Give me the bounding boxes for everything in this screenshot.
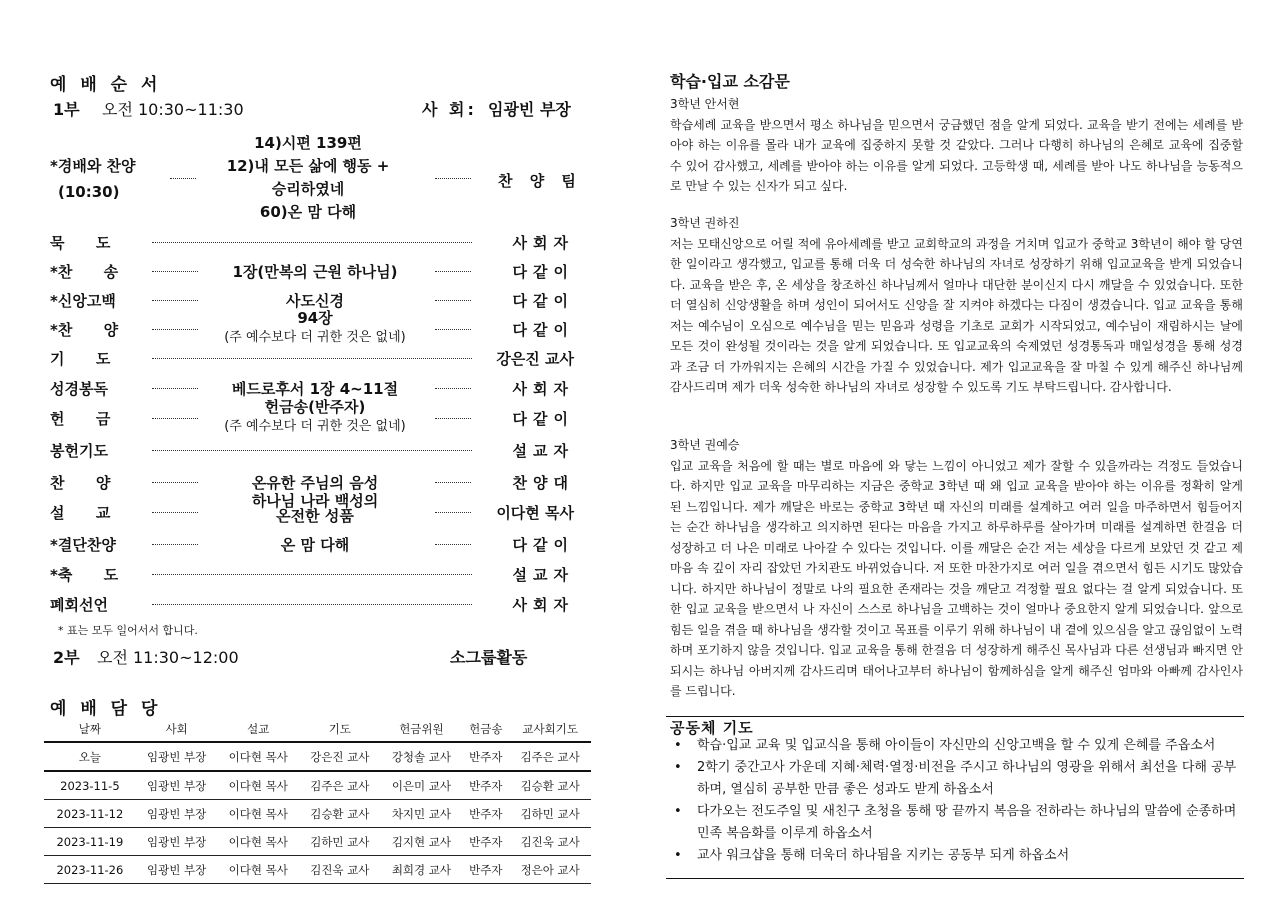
testimony-2: [670, 213, 1243, 398]
prayer-title: 공동체 기도: [670, 719, 754, 737]
duty-cell: 반주자: [462, 771, 509, 800]
order-leader: 다같이: [512, 292, 574, 310]
order-item: [210, 490, 420, 526]
order-item-main: 1장(만복의 근원 하나님): [232, 263, 398, 281]
presider-label: 사 회:: [422, 100, 477, 119]
order-label: *찬 송: [50, 263, 119, 281]
duty-cell: 최희경 교사: [381, 856, 463, 884]
duty-cell: 김주은 교사: [299, 771, 381, 800]
order-label: *결단찬양: [50, 536, 116, 554]
order-row: [50, 560, 578, 586]
duty-cell: 김승환 교사: [509, 771, 591, 800]
order-item-sub: (주 예수보다 더 귀한 것은 없네): [224, 330, 406, 345]
duty-cell: 강청솔 교사: [381, 742, 463, 771]
order-item: [210, 307, 420, 345]
worship-time: (10:30): [58, 183, 120, 201]
prayer-item: • 2학기 중간고사 가운데 지혜·체력·열정·비전을 주시고 하나님의 영광을 위해서 최선을 다해 공부하며, 열심히 공부한 만큼 좋은 성과도 받게 하옵소서: [672, 757, 1244, 801]
order-note: * 표는 모두 일어서서 합니다.: [58, 624, 198, 637]
duty-body: [44, 742, 591, 884]
order-label: *축 도: [50, 566, 119, 584]
duty-cell: 이다현 목사: [217, 828, 299, 856]
prayer-item: • 학습·입교 교육 및 입교식을 통해 아이들이 자신만의 신앙고백을 할 수 있게 은혜를 주옵소서: [672, 735, 1244, 757]
order-item-main: 하나님 나라 백성의: [251, 492, 379, 510]
duty-header-row: [44, 717, 591, 742]
duty-cell: 이다현 목사: [217, 856, 299, 884]
duty-cell: 차지민 교사: [381, 800, 463, 828]
order-label: 설 교: [50, 504, 111, 522]
session1-label: 1부: [53, 100, 80, 119]
order-row: [50, 436, 578, 462]
duty-header: 설교: [217, 717, 299, 742]
duty-title: 예 배 담 당: [50, 699, 162, 719]
testimony-name: 3학년 안서현: [670, 97, 740, 111]
duty-cell: 김승환 교사: [299, 800, 381, 828]
order-row: [50, 309, 578, 345]
order-label: 헌 금: [50, 410, 111, 428]
duty-cell: 반주자: [462, 828, 509, 856]
testimonies-title: 학습·입교 소감문: [670, 72, 790, 91]
duty-cell: 2023-11-5: [44, 771, 136, 800]
order-item-main: 온유한 주님의 음성: [251, 474, 379, 492]
worship-songs: [210, 132, 406, 224]
duty-cell: 김지현 교사: [381, 828, 463, 856]
duty-cell: 2023-11-26: [44, 856, 136, 884]
order-label: 묵 도: [50, 234, 111, 252]
duty-cell: 김진욱 교사: [299, 856, 381, 884]
order-item-main: 헌금송(반주자): [264, 398, 366, 416]
order-row: [50, 398, 578, 434]
duty-cell: 김주은 교사: [509, 742, 591, 771]
duty-cell: 2023-11-19: [44, 828, 136, 856]
order-row: [50, 492, 578, 525]
order-leader: 다같이: [512, 536, 574, 554]
order-leader: 다같이: [512, 321, 574, 339]
order-row: [50, 344, 578, 370]
duty-cell: 반주자: [462, 742, 509, 771]
testimony-3: [670, 435, 1243, 702]
order-item: [210, 396, 420, 434]
bottom-divider: [666, 878, 1244, 879]
duty-cell: 김하민 교사: [509, 800, 591, 828]
song-4: 60)온 맘 다해: [259, 203, 357, 221]
order-leader: 이다현 목사: [496, 504, 574, 522]
order-label: 찬 양: [50, 474, 111, 492]
duty-row: [44, 771, 591, 800]
order-label: *찬 양: [50, 321, 119, 339]
session2-label: 2부: [53, 648, 80, 667]
worship-label: *경배와 찬양: [50, 157, 136, 175]
order-row: [50, 228, 578, 254]
order-leader: 설교자: [512, 442, 574, 460]
duty-cell: 임광빈 부장: [136, 771, 218, 800]
order-label: *신앙고백: [50, 292, 116, 310]
duty-cell: 이다현 목사: [217, 742, 299, 771]
duty-cell: 김하민 교사: [299, 828, 381, 856]
duty-cell: 임광빈 부장: [136, 800, 218, 828]
order-item: [210, 261, 420, 282]
duty-row: [44, 742, 591, 771]
order-leader: 강은진 교사: [496, 350, 574, 368]
testimony-name: 3학년 권예승: [670, 438, 740, 452]
duty-cell: 정은아 교사: [509, 856, 591, 884]
testimony-1: [670, 94, 1243, 197]
duty-cell: 임광빈 부장: [136, 856, 218, 884]
testimony-text: 저는 모태신앙으로 어릴 적에 유아세례를 받고 교회학교의 과정을 거치며 입교가 중학교 3학년이 해야 할 당연한 일이라고 생각했고, 입교를 통해 더욱 더 성숙한 하나님의 자녀로 성장하기 위해 입교교육을 받게 되었습니다. 교육을 받은 후, 온 세상을 창조하신 하나님께서 얼마나 대단한 분이신지 다시 깨달을 수 있었습니다. 또한 더 열심히 신앙생활을 하며 성인이 되어서도 신앙을 잘 지켜야 하겠다는 다짐이 생겼습니다. 입교 교육을 통해 저는 예수님이 오심으로 예수님을 믿는 믿음과 성령을 기초로 교회가 시작되었고, 예수님이 재림하시는 날에 모든 것이 완성될 것이라는 것을 알게 되었습니다. 또 입교교육의 숙제였던 성경통독과 매일성경을 통해 성경과 조금 더 가까워지는 은혜의 시간을 가질 수 있었습니다. 제가 입교교육을 잘 마칠 수 있게 해주신 하나님께 감사드리며 제가 더욱 성숙한 하나님의 자녀로 성장할 수 있도록 기도 부탁드립니다. 감사합니다.: [670, 236, 1243, 394]
testimony-text: 입교 교육을 처음에 할 때는 별로 마음에 와 닿는 느낌이 아니었고 제가 잘할 수 있을까라는 걱정도 들었습니다. 하지만 입교 교육을 마무리하는 지금은 중학교 3학년 때 왜 입교 교육을 받아야 하는 이유를 정확히 알게 된 느낌입니다. 제가 깨달은 바로는 중학교 3학년 때 자신의 미래를 설계하고 여러 일을 마주하면서 힘들어지는 순간 하나님을 생각하고 의지하면 된다는 마음을 가지고 하루하루를 살아가며 미래를 설계하면 한걸음 더 성장하고 더 나은 미래로 나아갈 수 있다는 것입니다. 이를 깨달은 순간 저는 세상을 다르게 보았던 것 같고 제 마음 속 깊이 자리 잡았던 가치관도 바뀌었습니다. 저 또한 마찬가지로 여러 일을 겪으면서 힘든 시기도 많았습니다. 하지만 하나님이 정말로 나의 필요한 존재라는 것을 깨닫고 걱정할 필요 없다는 걸 알게 되었습니다. 또한 입교 교육을 받으면서 나 자신이 스스로 하나님을 고백하는 것이 얼마나 중요한지 알게 되었습니다. 앞으로 힘든 일을 겪을 때 하나님을 생각할 것이고 목표를 이루기 위해 하나님이 내 곁에 있으심을 알고 끊임없이 노력하며 포기하지 않을 것입니다. 입교 교육을 통해 한걸음 더 성장하게 해주신 목사님과 다른 선생님과 빠지면 안 되시는 하나님 아버지께 감사드리며 태어나고부터 하나님이 함께하심을 알게 해주신 엄마와 아빠께 감사인사를 드립니다.: [670, 458, 1243, 698]
duty-cell: 임광빈 부장: [136, 828, 218, 856]
prayer-list: [672, 735, 1244, 867]
order-label: 봉헌기도: [50, 442, 108, 460]
order-leader: 설교자: [512, 566, 574, 584]
duty-cell: 임광빈 부장: [136, 742, 218, 771]
order-item-sub: (주 예수보다 더 귀한 것은 없네): [224, 419, 406, 434]
duty-cell: 이은미 교사: [381, 771, 463, 800]
order-leader: 다같이: [512, 410, 574, 428]
song-1: 14)시편 139편: [254, 134, 362, 152]
order-item-main: 94장: [297, 309, 333, 327]
order-leader: 사회자: [512, 596, 574, 614]
session1-time: 오전 10:30~11:30: [102, 100, 244, 119]
presider-name: 임광빈 부장: [488, 100, 571, 119]
duty-header: 헌금송: [462, 717, 509, 742]
duty-header: 기도: [299, 717, 381, 742]
duty-cell: 오늘: [44, 742, 136, 771]
order-row: [50, 590, 578, 616]
order-label: 폐회선언: [50, 596, 108, 614]
duty-cell: 이다현 목사: [217, 800, 299, 828]
testimony-text: 학습세례 교육을 받으면서 평소 하나님을 믿으면서 궁금했던 점을 알게 되었다. 교육을 받기 전에는 세례를 받아야 하는 이유를 몰라 내가 교육에 집중하지 못할 것 같았다. 그러나 다행히 하나님의 은혜로 교육에 집중할 수 있어 감사했고, 세례를 받아야 하는 이유를 알게 되었다. 고등학생 때, 세례를 받아 나도 하나님을 능동적으로 만날 수 있는 신자가 되고 싶다.: [670, 117, 1243, 193]
duty-cell: 2023-11-12: [44, 800, 136, 828]
duty-cell: 강은진 교사: [299, 742, 381, 771]
duty-cell: 반주자: [462, 800, 509, 828]
duty-cell: 이다현 목사: [217, 771, 299, 800]
prayer-item: • 교사 워크샵을 통해 더욱더 하나됨을 지키는 공동부 되게 하옵소서: [672, 845, 1244, 867]
duty-row: [44, 800, 591, 828]
order-row: [50, 257, 578, 283]
order-title: 예 배 순 서: [50, 75, 162, 95]
testimony-name: 3학년 권하진: [670, 216, 740, 230]
duty-header: 사회: [136, 717, 218, 742]
order-label: 기 도: [50, 350, 111, 368]
duty-row: [44, 828, 591, 856]
duty-row: [44, 856, 591, 884]
order-leader: 사회자: [512, 234, 574, 252]
duty-header: 날짜: [44, 717, 136, 742]
order-row: [50, 530, 578, 556]
duty-table: [44, 717, 591, 884]
song-2: 12)내 모든 삶에 행동 +: [226, 157, 390, 175]
order-item: [210, 534, 420, 555]
prayer-item: • 다가오는 전도주일 및 새친구 초청을 통해 땅 끝까지 복음을 전하라는 하나님의 말씀에 순종하며 민족 복음화를 이루게 하옵소서: [672, 801, 1244, 845]
order-leader: 사회자: [512, 380, 574, 398]
order-leader: 찬양대: [512, 474, 574, 492]
worship-by: 찬 양 팀: [498, 172, 582, 190]
duty-header: 교사회기도: [509, 717, 591, 742]
duty-cell: 김진욱 교사: [509, 828, 591, 856]
order-item-main: 사도신경: [286, 292, 344, 310]
duty-header: 헌금위원: [381, 717, 463, 742]
song-3: 승리하였네: [271, 180, 345, 198]
session2-time: 오전 11:30~12:00: [97, 648, 239, 667]
duty-cell: 반주자: [462, 856, 509, 884]
order-leader: 다같이: [512, 263, 574, 281]
order-item-main: 온 맘 다해: [280, 536, 350, 554]
session2-activity: 소그룹활동: [450, 648, 528, 667]
order-item-main: 베드로후서 1장 4~11절: [231, 380, 399, 398]
order-item-sub: 온전한 성품: [276, 507, 354, 525]
order-label: 성경봉독: [50, 380, 108, 398]
